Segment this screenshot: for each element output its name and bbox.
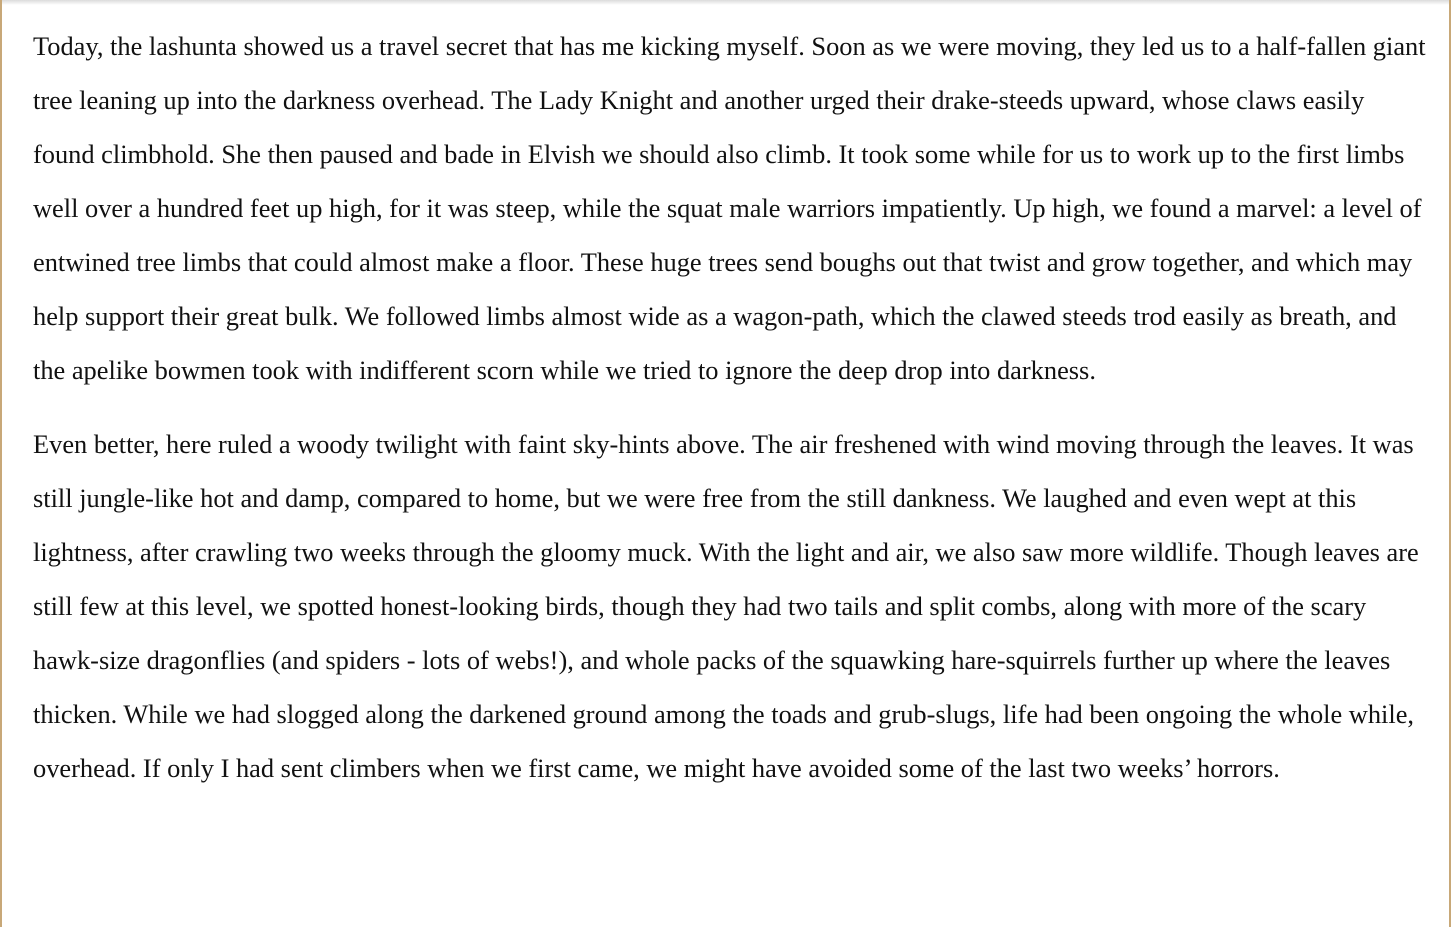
document-body <box>33 19 1428 815</box>
paragraph-1: Today, the lashunta showed us a travel secret that has me kicking myself. Soon as we were moving, they led us to a half-fallen giant tree leaning up into the darkness overhead. The Lady Knight and another urged their drake-steeds upward, whose claws easily found climbhold. She then paused and bade in Elvish we should also climb. It took some while for us to work up to the first limbs well over a hundred feet up high, for it was steep, while the squat male warriors impatiently. Up high, we found a marvel: a level of entwined tree limbs that could almost make a floor. These huge trees send boughs out that twist and grow together, and which may help support their great bulk. We followed limbs almost wide as a wagon-path, which the clawed steeds trod easily as breath, and the apelike bowmen took with indifferent scorn while we tried to ignore the deep drop into darkness. <box>33 31 1426 385</box>
top-shadow <box>2 0 1449 5</box>
paragraph-2: Even better, here ruled a woody twilight with faint sky-hints above. The air freshened with wind moving through the leaves. It was still jungle-like hot and damp, compared to home, but we were free from the still dankness. We laughed and even wept at this lightness, after crawling two weeks through the gloomy muck. With the light and air, we also saw more wildlife. Though leaves are still few at this level, we spotted honest-looking birds, though they had two tails and split combs, along with more of the scary hawk-size dragonflies (and spiders - lots of webs!), and whole packs of the squawking hare-squirrels further up where the leaves thicken. While we had slogged along the darkened ground among the toads and grub-slugs, life had been ongoing the whole while, overhead. If only I had sent climbers when we first came, we might have avoided some of the last two weeks’ horrors. <box>33 429 1419 783</box>
